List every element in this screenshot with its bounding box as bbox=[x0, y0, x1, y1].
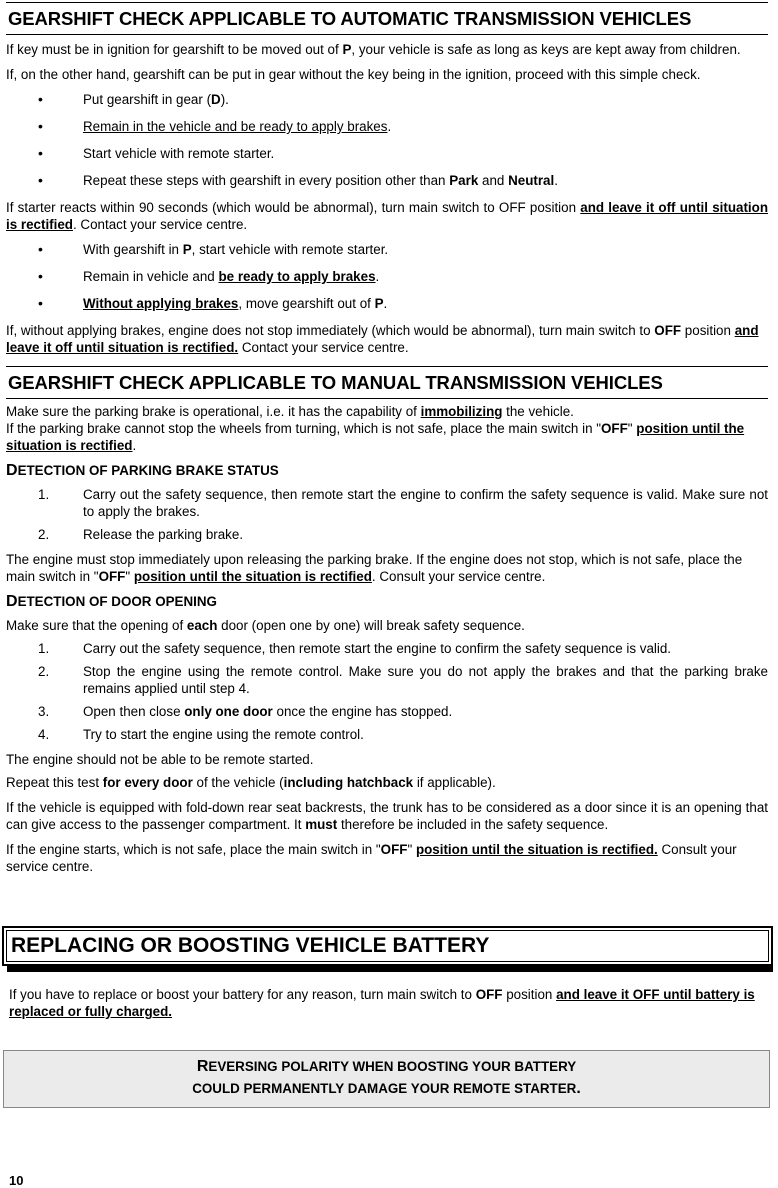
list-item: 2. Release the parking brake. bbox=[38, 527, 244, 542]
list-item: • With gearshift in P, start vehicle with remote starter. bbox=[6, 241, 768, 258]
manual-p7: If the vehicle is equipped with fold-down rear seat backrests, the trunk has to be considered as a door since it is an opening that can give access to the passenger compartment. It must therefore be included in the safety sequence. bbox=[6, 800, 768, 832]
auto-section-title: GEARSHIFT CHECK APPLICABLE TO AUTOMATIC TRANSMISSION VEHICLES bbox=[6, 2, 768, 35]
list-item: 1. Carry out the safety sequence, then remote start the engine to confirm the safety sequence is valid. Make sure not to apply the brakes. bbox=[38, 487, 768, 519]
manual-p5: The engine should not be able to be remote started. bbox=[6, 752, 314, 767]
warning-line-2: COULD PERMANENTLY DAMAGE YOUR REMOTE STARTER. bbox=[192, 1080, 581, 1097]
auto-p4: If, without applying brakes, engine does not stop immediately (which would be abnormal), turn main switch to OFF position and leave it off until situation is rectified. Contact your service centre. bbox=[6, 323, 759, 355]
auto-p3: If starter reacts within 90 seconds (which would be abnormal), turn main switch to OFF position and leave it off until situation is rectified. Contact your service centre. bbox=[6, 200, 768, 232]
auto-check-list-2 bbox=[6, 241, 768, 312]
manual-p1: Make sure the parking brake is operational, i.e. it has the capability of immobilizing the vehicle. bbox=[6, 404, 574, 419]
door-opening-subtitle: DETECTION OF DOOR OPENING bbox=[6, 593, 217, 610]
door-steps bbox=[6, 640, 768, 743]
list-item: 4. Try to start the engine using the remote control. bbox=[38, 727, 364, 742]
list-item: 1. Carry out the safety sequence, then remote start the engine to confirm the safety sequence is valid. bbox=[38, 641, 672, 656]
list-item: • Put gearshift in gear (D). bbox=[6, 91, 768, 108]
battery-p1: If you have to replace or boost your battery for any reason, turn main switch to OFF position and leave it OFF until battery is replaced or fully charged. bbox=[9, 987, 755, 1019]
page bbox=[6, 0, 768, 883]
list-item: • Without applying brakes, move gearshift out of P. bbox=[6, 295, 768, 312]
battery-section-title: REPLACING OR BOOSTING VEHICLE BATTERY bbox=[2, 926, 773, 966]
manual-p8: If the engine starts, which is not safe, place the main switch in "OFF" position until the situation is rectified. Consult your service centre. bbox=[6, 842, 737, 874]
list-item: 2. Stop the engine using the remote control. Make sure you do not apply the brakes and that the parking brake remains applied until step 4. bbox=[38, 664, 768, 696]
auto-p1: If key must be in ignition for gearshift to be moved out of P, your vehicle is safe as long as keys are kept away from children. bbox=[6, 42, 741, 57]
manual-p4: Make sure that the opening of each door (open one by one) will break safety sequence. bbox=[6, 618, 525, 633]
battery-banner bbox=[2, 926, 773, 973]
page-number: 10 bbox=[9, 1173, 24, 1188]
list-item: • Remain in the vehicle and be ready to apply brakes. bbox=[6, 118, 768, 135]
manual-p6: Repeat this test for every door of the vehicle (including hatchback if applicable). bbox=[6, 775, 496, 790]
list-item: • Repeat these steps with gearshift in every position other than Park and Neutral. bbox=[6, 172, 768, 189]
warning-line-1: REVERSING POLARITY WHEN BOOSTING YOUR BATTERY bbox=[196, 1058, 577, 1075]
list-item: 3. Open then close only one door once the engine has stopped. bbox=[38, 704, 453, 719]
polarity-warning-box bbox=[3, 1050, 770, 1108]
parking-brake-subtitle: DETECTION OF PARKING BRAKE STATUS bbox=[6, 462, 279, 479]
manual-section-title: GEARSHIFT CHECK APPLICABLE TO MANUAL TRANSMISSION VEHICLES bbox=[6, 366, 768, 399]
manual-p3: The engine must stop immediately upon releasing the parking brake. If the engine does not stop, which is not safe, place the main switch in "OFF" position until the situation is rectified. Consult your service centre. bbox=[6, 552, 743, 584]
manual-p2: If the parking brake cannot stop the wheels from turning, which is not safe, place the main switch in "OFF" position until the situation is rectified. bbox=[6, 421, 745, 453]
list-item: • Remain in vehicle and be ready to apply brakes. bbox=[6, 268, 768, 285]
auto-p2: If, on the other hand, gearshift can be put in gear without the key being in the ignition, proceed with this simple check. bbox=[6, 67, 701, 82]
list-item: • Start vehicle with remote starter. bbox=[6, 145, 768, 162]
auto-check-list bbox=[6, 91, 768, 189]
parking-brake-steps bbox=[6, 486, 768, 543]
